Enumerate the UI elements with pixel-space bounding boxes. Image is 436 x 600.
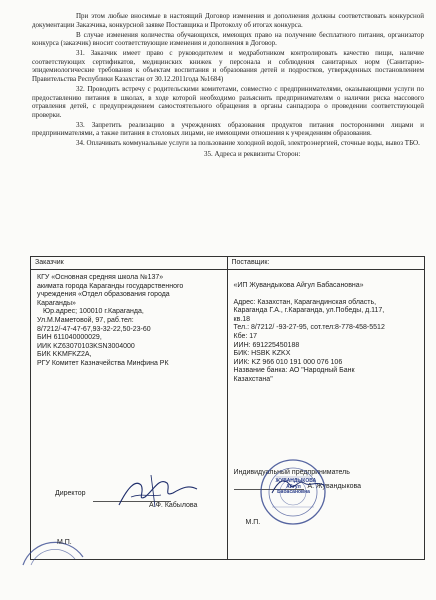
- customer-line: РГУ Комитет Казначейства Минфина РК: [37, 359, 169, 367]
- supplier-line: ИИН: 691225450188: [233, 341, 300, 349]
- customer-sign-role: Директор: [55, 490, 86, 497]
- customer-line: БИК KKMFKZ2A,: [37, 351, 92, 359]
- customer-line: Юр.адрес; 100010 г.Караганда,: [43, 308, 144, 316]
- supplier-sign-name: А. Жувандыкова: [307, 483, 362, 490]
- supplier-line: ИИК: KZ 966 010 191 000 076 106: [233, 358, 343, 366]
- customer-details: [31, 270, 227, 373]
- customer-line: Ул.М.Маметовой, 97, раб.тел:: [37, 316, 134, 324]
- parties-table: [30, 256, 425, 560]
- supplier-line: Казахстана": [233, 375, 273, 383]
- supplier-line: Адрес: Казахстан, Карагандинская область,: [233, 298, 377, 306]
- customer-sign-name: А.Ф. Кабылова: [149, 502, 198, 509]
- paragraph-student-count: В случае изменения количества обучающихся, имеющих право на получение бесплатного питания, организатор конкурса (заказчик) вносит соответствующие изменения и дополнения в Договор.: [32, 30, 424, 48]
- supplier-header: Поставщик:: [228, 257, 425, 270]
- supplier-name: «ИП Жувандыкова Айгул Бабасановна»: [233, 282, 364, 289]
- paragraph-amendments: При этом любые вносимые в настоящий Договор изменения и дополнения должны соответствовать конкурсной документации Заказчика, конкурсной заявке Поставщика и Протоколу об итогах конкурса.: [32, 12, 424, 29]
- supplier-signature: [268, 471, 328, 501]
- supplier-sign-role: Индивидуальный предприниматель: [233, 469, 350, 476]
- supplier-stamp-text: ЖУВАНДЫКОВА Айгул Бабасановна: [275, 478, 317, 495]
- customer-line: учреждения «Отдел образования города: [37, 291, 170, 299]
- supplier-line: кв.18: [233, 315, 251, 323]
- paragraph-31: 31. Заказчик имеет право с руководителем и медработником контролировать качество пищи, наличие соответствующих сертификатов, медицинских книжек у персонала и соблюдения санитарных норм (Санитарно-эпидемиологические требования к объектам воспитания и образования детей и подростков, утвержденных постановлением Правительства Республики Казахстан от 30.12.2011года №1684): [32, 49, 424, 83]
- supplier-line: Тел.: 8/7212/ -93-27-95, сот.тел:8-778-458-5512: [233, 324, 385, 332]
- supplier-mp: М.П.: [245, 519, 261, 526]
- customer-stamp: [19, 517, 89, 567]
- customer-line: ИИК KZ63070103KSN3004000: [37, 342, 135, 350]
- customer-mp: М.П.: [57, 539, 72, 546]
- supplier-details: [228, 270, 425, 389]
- supplier-line: Название банка: АО "Народный Банк: [233, 367, 355, 375]
- section-title: 35. Адреса и реквизиты Сторон:: [204, 149, 301, 158]
- supplier-column: [228, 257, 425, 559]
- supplier-line: БИК: HSBK KZKX: [233, 350, 291, 358]
- supplier-line: Караганда Г.А., г.Караганда, ул.Победы, д.117,: [233, 307, 385, 315]
- customer-line: Караганды»: [37, 299, 76, 307]
- customer-column: [31, 257, 228, 559]
- supplier-line: Кбе: 17: [233, 332, 258, 340]
- customer-signature: [111, 467, 201, 517]
- customer-line: 8/7212/-47-47-67,93-32-22,50-23-60: [37, 325, 151, 333]
- contract-body: [32, 12, 424, 160]
- customer-line: БИН 611040000029,: [37, 334, 102, 342]
- paragraph-33: 33. Запретить реализацию в учреждениях образования продуктов питания посторонними лицами и предпринимателями, а также питания в столовых лицами, не имеющими отношения к учреждениям образования.: [32, 120, 424, 138]
- paragraph-34: 34. Оплачивать коммунальные услуги за пользование холодной водой, электроэнергией, сточные воды, вывоз ТБО.: [76, 139, 420, 148]
- customer-header: Заказчик: [31, 257, 227, 270]
- customer-line: КГУ «Основная средняя школа №137»: [37, 274, 164, 281]
- paragraph-32: 32. Проводить встречу с родительскими комитетами, совместно с предпринимателями, оказывающими услуги по предоставлению питания в школах, в ходе которой необходимо разъяснить предпринимателям о наличии риска массового отравления детей, с предупреждением самостоятельного обращения в органы санпадзора о проведении соответствующей проверки.: [32, 84, 424, 119]
- customer-line: акимата города Караганды государственного: [37, 282, 184, 290]
